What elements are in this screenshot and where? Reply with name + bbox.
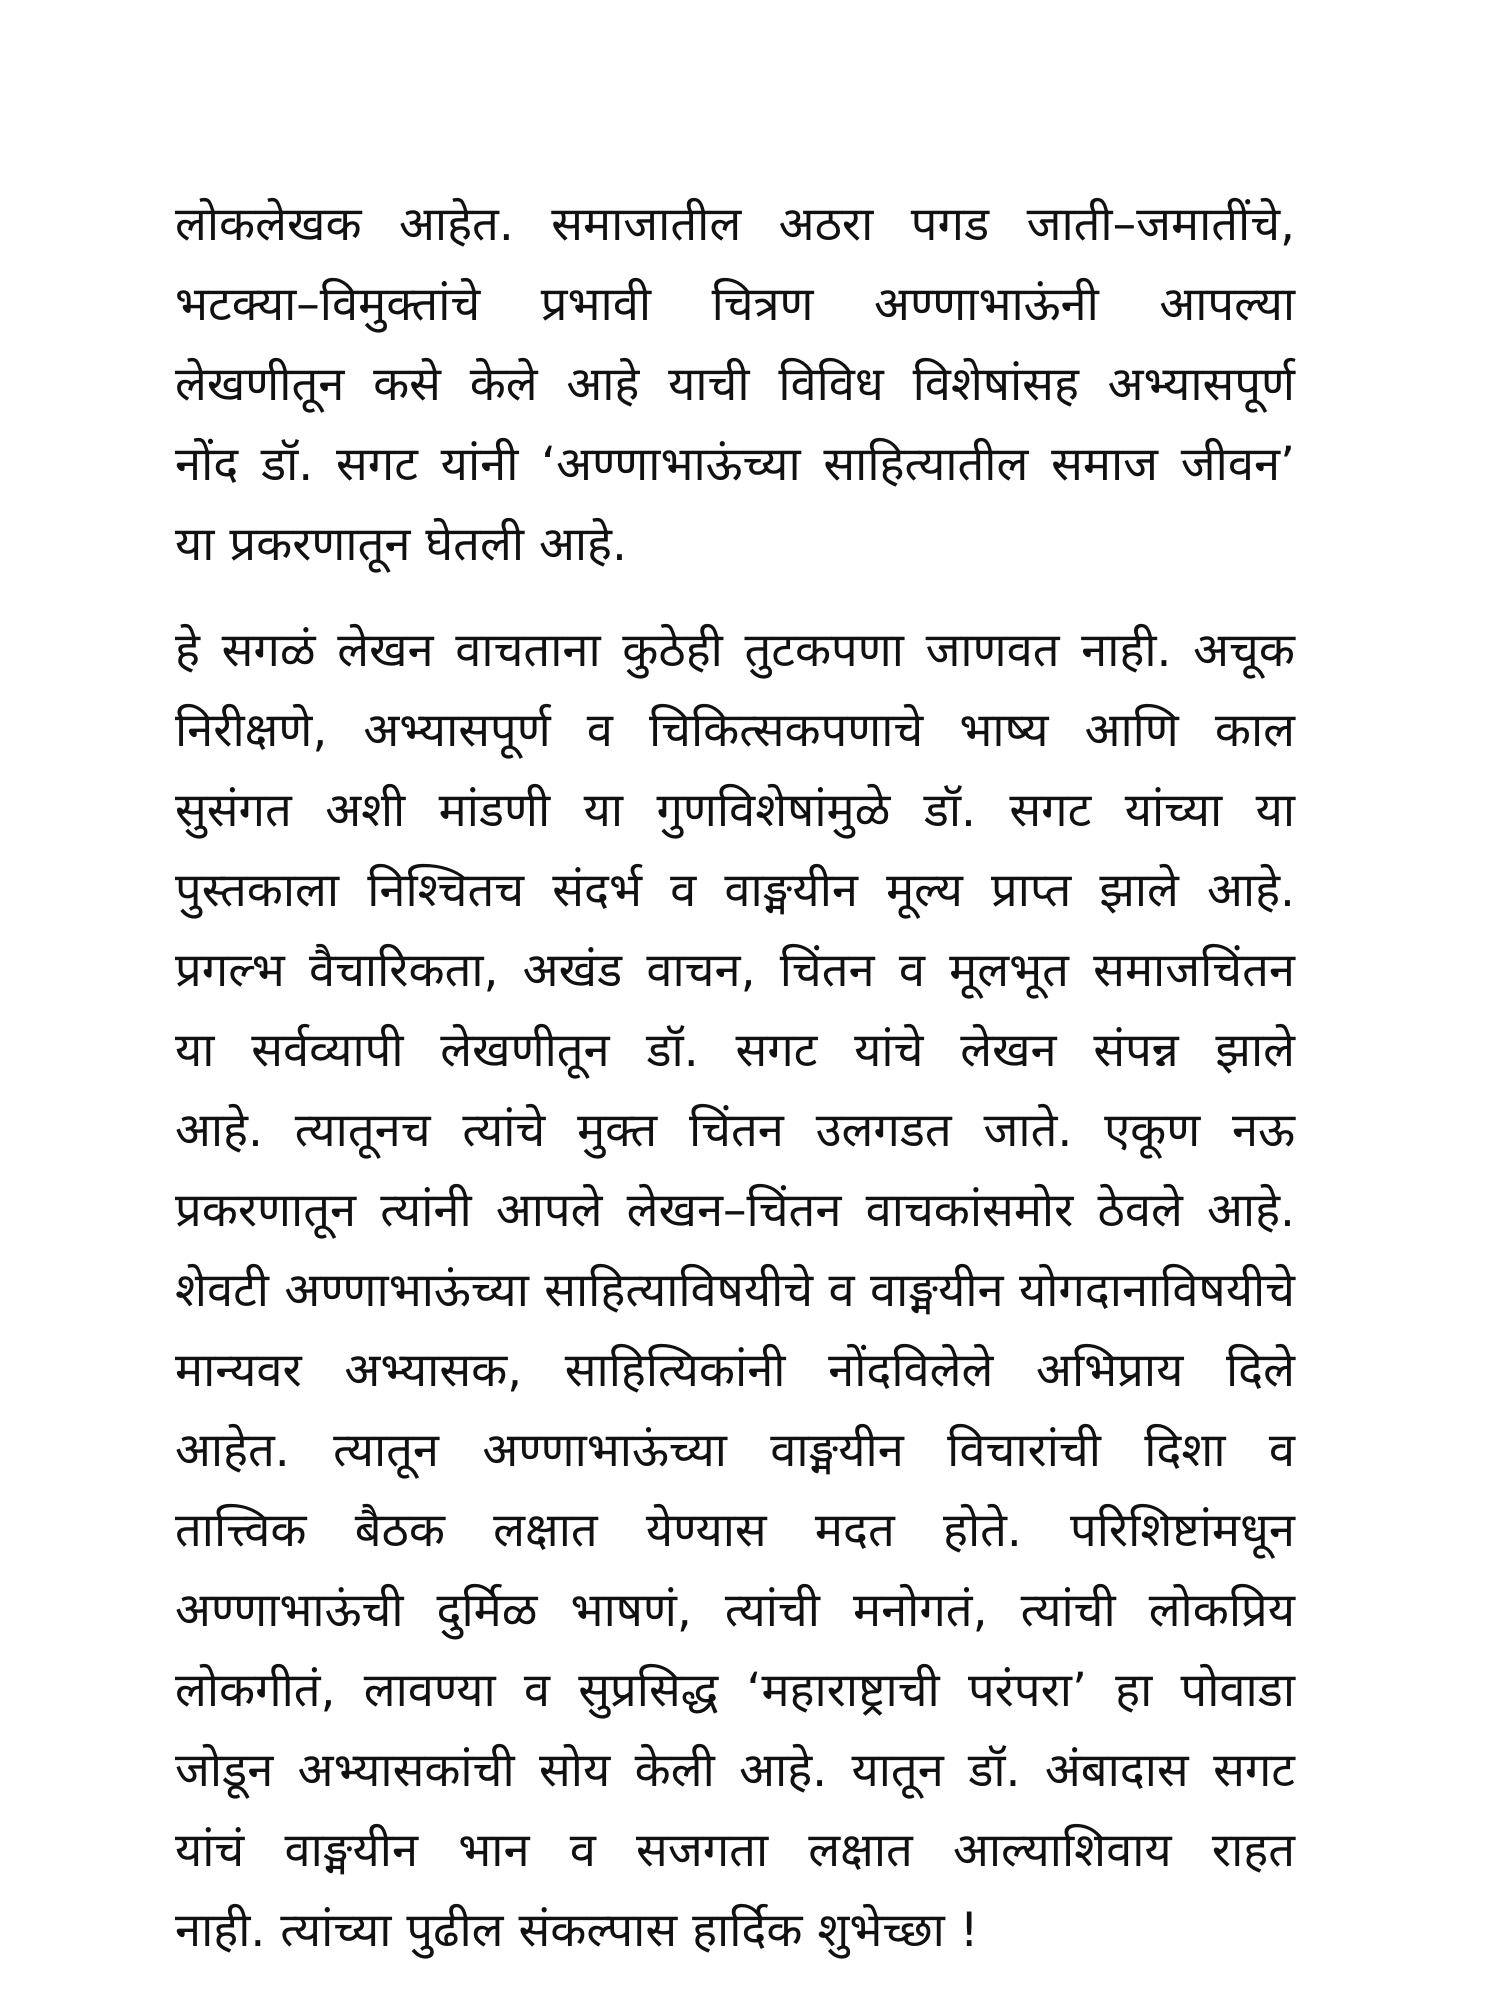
text-line: या सर्वव्यापी लेखणीतून डॉ. सगट यांचे लेखन संपन्न झाले — [175, 1023, 1295, 1078]
text-line: नोंद डॉ. सगट यांनी ‘अण्णाभाऊंच्या साहित्यातील समाज जीवन’ — [175, 437, 1295, 492]
text-line: प्रकरणातून त्यांनी आपले लेखन–चिंतन वाचकांसमोर ठेवले आहे. — [175, 1183, 1295, 1238]
text-line: तात्त्विक बैठक लक्षात येण्यास मदत होते. परिशिष्टांमधून — [175, 1503, 1295, 1558]
text-line: नाही. त्यांच्या पुढील संकल्पास हार्दिक शुभेच्छा ! — [175, 1903, 979, 1958]
text-line: निरीक्षणे, अभ्यासपूर्ण व चिकित्सकपणाचे भाष्य आणि काल — [175, 703, 1295, 758]
text-line: लोकलेखक आहेत. समाजातील अठरा पगड जाती–जमातींचे, — [175, 197, 1295, 252]
text-line: अण्णाभाऊंची दुर्मिळ भाषणं, त्यांची मनोगतं, त्यांची लोकप्रिय — [175, 1583, 1295, 1638]
text-line: आहे. त्यातूनच त्यांचे मुक्त चिंतन उलगडत जाते. एकूण नऊ — [175, 1103, 1295, 1158]
text-line: जोडून अभ्यासकांची सोय केली आहे. यातून डॉ. अंबादास सगट — [175, 1743, 1295, 1798]
paragraph-2 — [175, 611, 1295, 1971]
text-line: शेवटी अण्णाभाऊंच्या साहित्याविषयीचे व वाङ्मयीन योगदानाविषयीचे — [175, 1263, 1295, 1318]
text-line: लेखणीतून कसे केले आहे याची विविध विशेषांसह अभ्यासपूर्ण — [175, 357, 1295, 412]
text-line: प्रगल्भ वैचारिकता, अखंड वाचन, चिंतन व मूलभूत समाजचिंतन — [175, 943, 1295, 998]
text-line: मान्यवर अभ्यासक, साहित्यिकांनी नोंदविलेले अभिप्राय दिले — [175, 1343, 1295, 1398]
text-line: यांचं वाङ्मयीन भान व सजगता लक्षात आल्याशिवाय राहत — [175, 1823, 1295, 1878]
text-line: सुसंगत अशी मांडणी या गुणविशेषांमुळे डॉ. सगट यांच्या या — [175, 783, 1295, 838]
text-line: हे सगळं लेखन वाचताना कुठेही तुटकपणा जाणवत नाही. अचूक — [175, 623, 1295, 678]
text-line: भटक्या–विमुक्तांचे प्रभावी चित्रण अण्णाभाऊंनी आपल्या — [175, 277, 1295, 332]
text-line: या प्रकरणातून घेतली आहे. — [175, 517, 627, 572]
text-line: लोकगीतं, लावण्या व सुप्रसिद्ध ‘महाराष्ट्राची परंपरा’ हा पोवाडा — [175, 1663, 1295, 1718]
text-line: पुस्तकाला निश्चितच संदर्भ व वाङ्मयीन मूल्य प्राप्त झाले आहे. — [175, 863, 1295, 918]
paragraph-1 — [175, 185, 1295, 585]
document-page — [175, 185, 1295, 1971]
text-line: आहेत. त्यातून अण्णाभाऊंच्या वाङ्मयीन विचारांची दिशा व — [175, 1423, 1295, 1478]
